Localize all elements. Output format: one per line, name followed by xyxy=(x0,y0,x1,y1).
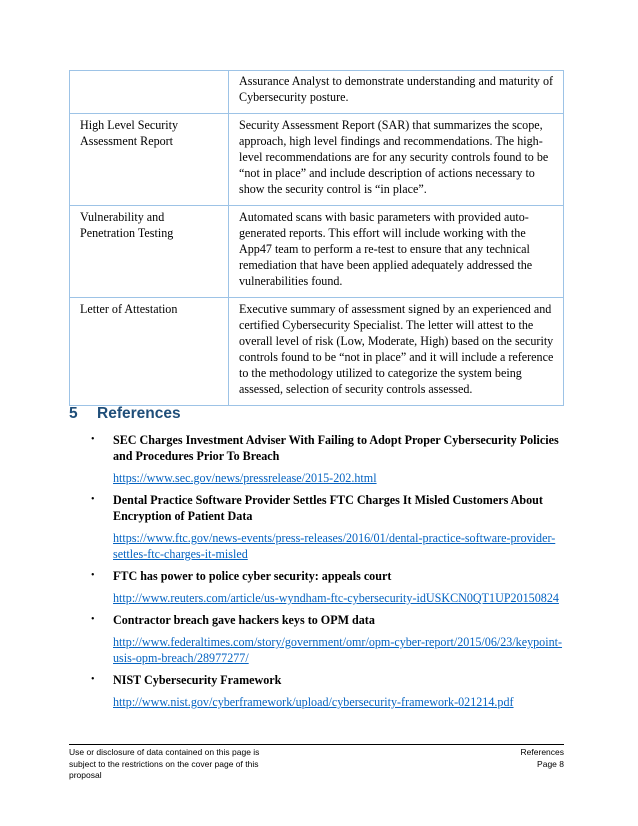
deliverable-description: Security Assessment Report (SAR) that summarizes the scope, approach, high level findings and recommendations. The high-level recommendations are for any security controls found to be “not in place” and include description of actions necessary to show the security control is “in place”. xyxy=(229,114,564,206)
reference-title: FTC has power to police cyber security: appeals court xyxy=(113,569,392,583)
section-title: References xyxy=(97,405,181,422)
footer-page-info xyxy=(521,747,564,770)
list-item xyxy=(91,492,571,562)
reference-title: Contractor breach gave hackers keys to OPM data xyxy=(113,613,375,627)
reference-link[interactable]: https://www.sec.gov/news/pressrelease/2015-202.html xyxy=(113,471,377,485)
list-item xyxy=(91,568,571,606)
page-footer xyxy=(69,744,564,780)
table-row xyxy=(70,71,564,114)
list-item xyxy=(91,672,571,710)
deliverable-description: Executive summary of assessment signed by an experienced and certified Cybersecurity Specialist. The letter will attest to the overall level of risk (Low, Moderate, High) based on the security controls found to be “not in place” and it will include a reference to the methodology utilized to categorize the system being assessed, selection of security controls assessed. xyxy=(229,298,564,406)
reference-link[interactable]: http://www.nist.gov/cyberframework/upload/cybersecurity-framework-021214.pdf xyxy=(113,695,514,709)
reference-title: NIST Cybersecurity Framework xyxy=(113,673,282,687)
reference-title: SEC Charges Investment Adviser With Failing to Adopt Proper Cybersecurity Policies and Procedures Prior To Breach xyxy=(113,433,559,463)
deliverable-description: Assurance Analyst to demonstrate understanding and maturity of Cybersecurity posture. xyxy=(229,71,564,114)
list-item xyxy=(91,432,571,486)
footer-disclaimer: Use or disclosure of data contained on this page is subject to the restrictions on the cover page of this proposal xyxy=(69,747,260,780)
deliverables-table xyxy=(69,70,564,406)
footer-section: References xyxy=(520,747,564,757)
deliverable-description: Automated scans with basic parameters with provided auto-generated reports. This effort will include working with the App47 team to perform a re-test to ensure that any technical remediation that have been applied adequately addressed the vulnerabilities found. xyxy=(229,206,564,298)
page-number: Page 8 xyxy=(537,758,564,769)
section-number: 5 xyxy=(69,405,78,422)
deliverable-name: High Level Security Assessment Report xyxy=(70,114,229,206)
reference-link[interactable]: http://www.reuters.com/article/us-wyndham-ftc-cybersecurity-idUSKCN0QT1UP20150824 xyxy=(113,591,559,605)
table-row xyxy=(70,206,564,298)
table-row xyxy=(70,298,564,406)
deliverable-name: Letter of Attestation xyxy=(70,298,229,406)
bullet-icon: • xyxy=(91,570,95,581)
table-row xyxy=(70,114,564,206)
deliverable-name xyxy=(70,71,229,114)
bullet-icon: • xyxy=(91,674,95,685)
reference-title: Dental Practice Software Provider Settles FTC Charges It Misled Customers About Encryption of Patient Data xyxy=(113,493,543,523)
list-item xyxy=(91,612,571,666)
references-list xyxy=(91,432,571,716)
deliverable-name: Vulnerability and Penetration Testing xyxy=(70,206,229,298)
bullet-icon: • xyxy=(91,614,95,625)
bullet-icon: • xyxy=(91,434,95,445)
bullet-icon: • xyxy=(91,494,95,505)
section-heading xyxy=(69,405,181,423)
reference-link[interactable]: http://www.federaltimes.com/story/government/omr/opm-cyber-report/2015/06/23/keypoint-usis-opm-breach/28977277/ xyxy=(113,635,563,665)
reference-link[interactable]: https://www.ftc.gov/news-events/press-releases/2016/01/dental-practice-software-provider-settles-ftc-charges-it-misled xyxy=(113,531,556,561)
